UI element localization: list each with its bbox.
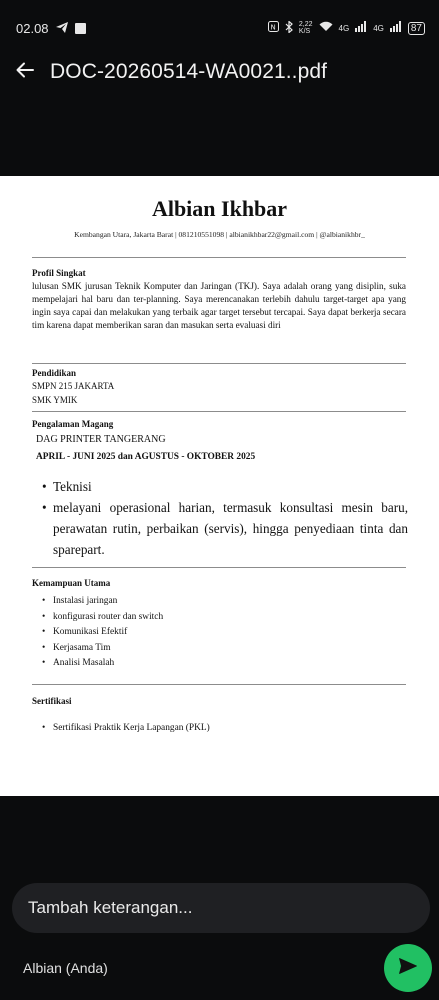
caption-input[interactable] (12, 883, 430, 933)
section-title-skills: Kemampuan Utama (32, 578, 111, 588)
pdf-page-preview[interactable] (0, 176, 439, 796)
app-bar (0, 48, 439, 96)
skills-list (42, 594, 163, 672)
caption-placeholder: Tambah keterangan... (28, 898, 193, 917)
list-item: • Sertifikasi Praktik Kerja Lapangan (PKL) (42, 721, 210, 737)
section-title-education: Pendidikan (32, 368, 77, 378)
education-item: SMPN 215 JAKARTA (32, 381, 115, 391)
divider (32, 567, 406, 568)
education-item: SMK YMIK (32, 395, 78, 405)
nfc-icon (268, 21, 279, 35)
send-button[interactable] (384, 944, 432, 992)
certificates-list (42, 721, 210, 737)
wifi-icon (319, 21, 333, 35)
signal-bars-icon (355, 21, 367, 35)
list-item: • Analisi Masalah (42, 656, 163, 672)
profile-text: lulusan SMK jurusan Teknik Komputer dan Jaringan (TKJ). Saya adalah orang yang disiplin, suka mempelajari hal baru dan ter-planning. Saya merencanakan terlebih dahulu target-target apa yang ingin saya capai dan melakukan yang terbaik agar target tersebut tercapai. Saya dapat berkerja secara tim karena dapat memberikan saran dan masukan serta evaluasi diri (32, 281, 406, 330)
file-title: DOC-20260514-WA0021..pdf (50, 60, 328, 83)
signal-label-2: 4G (373, 23, 384, 33)
arrow-left-icon (16, 62, 34, 83)
telegram-icon (56, 21, 68, 36)
recipient-chip[interactable] (12, 944, 382, 992)
list-item: • konfigurasi router dan switch (42, 610, 163, 626)
battery-icon (408, 22, 425, 35)
signal-label-1: 4G (338, 23, 350, 33)
divider (32, 257, 406, 258)
bluetooth-icon (285, 21, 293, 36)
list-item: • Teknisi (42, 476, 408, 497)
send-icon (399, 958, 417, 979)
signal-bars-icon (390, 21, 402, 35)
list-item: • Komunikasi Efektif (42, 625, 163, 641)
notification-square-icon (75, 23, 86, 34)
list-item: • melayani operasional harian, termasuk konsultasi mesin baru, perawatan rutin, perbaikan (servis), hingga penyediaan tinta dan sparepart. (42, 497, 408, 560)
back-button[interactable] (0, 48, 50, 96)
list-item: • Kerjasama Tim (42, 641, 163, 657)
section-title-certificates: Sertifikasi (32, 696, 72, 706)
list-item: • Instalasi jaringan (42, 594, 163, 610)
section-title-internship: Pengalaman Magang (32, 419, 114, 429)
svg-text:N: N (270, 23, 276, 32)
divider (32, 363, 406, 364)
divider (32, 684, 406, 685)
battery-level: 87 (410, 22, 422, 34)
section-title-profile: Profil Singkat (32, 268, 86, 278)
divider (32, 411, 406, 412)
recipient-label: Albian (Anda) (23, 960, 108, 976)
internship-company: DAG PRINTER TANGERANG (36, 434, 166, 445)
net-speed: 2,22 K/S (298, 21, 313, 35)
status-time: 02.08 (16, 20, 49, 36)
resume-name: Albian Ikhbar (151, 196, 288, 221)
internship-duties-list (42, 476, 408, 560)
resume-contact: Kembangan Utara, Jakarta Barat | 081210551098 | albianikhbar22@gmail.com | @albianikhbr_ (74, 230, 365, 239)
internship-period: APRIL - JUNI 2025 dan AGUSTUS - OKTOBER 2025 (36, 452, 256, 462)
